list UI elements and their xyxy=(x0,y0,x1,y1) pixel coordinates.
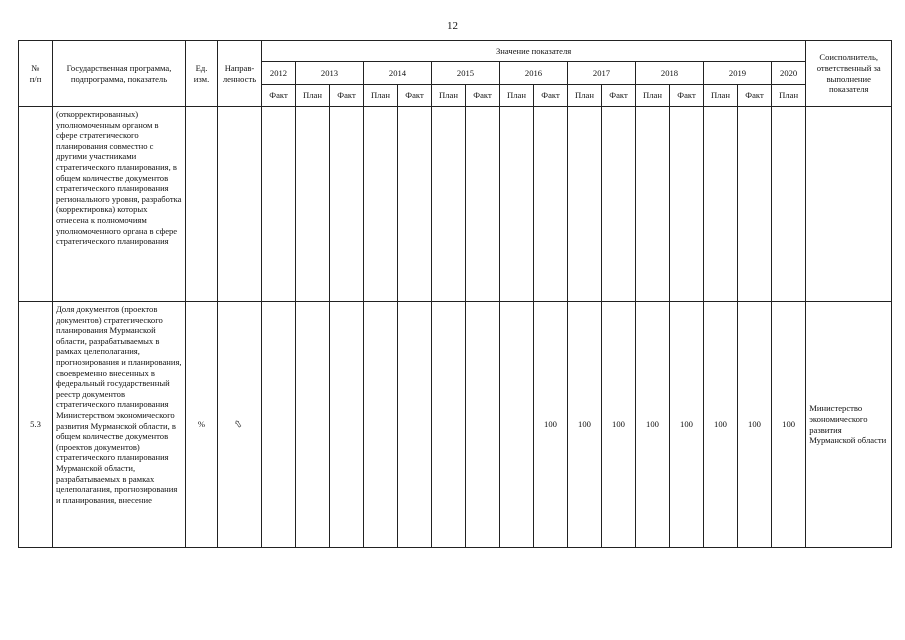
sub-header-cell: План xyxy=(636,85,670,107)
value-cell xyxy=(398,302,432,548)
value-cell: 100 xyxy=(704,302,738,548)
header-value-group: Значение показателя xyxy=(262,41,806,62)
sub-header-cell: Факт xyxy=(534,85,568,107)
value-cell xyxy=(636,107,670,302)
indicator-table xyxy=(18,40,892,548)
value-cell: 100 xyxy=(602,302,636,548)
row-unit xyxy=(186,107,218,302)
sub-header-cell: Факт xyxy=(738,85,772,107)
value-cell: 100 xyxy=(738,302,772,548)
row-executor: Министерство экономического развития Мурманской области xyxy=(806,302,892,548)
header-year-2017: 2017 xyxy=(568,62,636,85)
header-year-2013: 2013 xyxy=(296,62,364,85)
header-direction: Направ- ленность xyxy=(218,41,262,107)
value-cell xyxy=(262,107,296,302)
header-year-2019: 2019 xyxy=(704,62,772,85)
value-cell xyxy=(704,107,738,302)
sub-header-cell: Факт xyxy=(602,85,636,107)
header-year-2016: 2016 xyxy=(500,62,568,85)
value-cell xyxy=(738,107,772,302)
value-cell xyxy=(670,107,704,302)
sub-header-cell: Факт xyxy=(330,85,364,107)
value-cell xyxy=(432,107,466,302)
value-cell xyxy=(330,107,364,302)
row-unit: % xyxy=(186,302,218,548)
header-year-2015: 2015 xyxy=(432,62,500,85)
row-num xyxy=(19,107,53,302)
value-cell xyxy=(602,107,636,302)
sub-header-cell: План xyxy=(568,85,602,107)
value-cell xyxy=(772,107,806,302)
sub-header-cell: План xyxy=(364,85,398,107)
page-number: 12 xyxy=(447,20,458,32)
header-year-2020: 2020 xyxy=(772,62,806,85)
sub-header-cell: План xyxy=(432,85,466,107)
sub-header-cell: Факт xyxy=(466,85,500,107)
row-indicator-text: (откорректированных) уполномоченным органом в сфере стратегического планирования совместно с другими участниками стратегического планирования, в общем количестве документов стратегического планирования регионального уровня, разработка (корректировка) которых отнесена к полномочиям уполномоченного органа в сфере стратегического планирования xyxy=(53,107,186,302)
sub-header-cell: План xyxy=(500,85,534,107)
value-cell xyxy=(364,107,398,302)
sub-header-cell: Факт xyxy=(398,85,432,107)
value-cell: 100 xyxy=(772,302,806,548)
up-arrow-icon: ⇧ xyxy=(232,417,246,432)
value-cell xyxy=(534,107,568,302)
header-year-2014: 2014 xyxy=(364,62,432,85)
value-cell xyxy=(466,302,500,548)
sub-header-cell: План xyxy=(704,85,738,107)
header-year-2012: 2012 xyxy=(262,62,296,85)
value-cell: 100 xyxy=(670,302,704,548)
value-cell: 100 xyxy=(568,302,602,548)
row-indicator-text: Доля документов (проектов документов) стратегического планирования Мурманской области, разрабатываемых в рамках целеполагания, прогнозирования и планирования, своевременно внесенных в федеральный государственный реестр документов стратегического планирования Министерством экономического развития Мурманской области, в общем количестве документов (проектов документов) стратегического планирования Мурманской области, разрабатываемых в рамках целеполагания, прогнозирования и планирования, внесение xyxy=(53,302,186,548)
value-cell xyxy=(330,302,364,548)
header-num: № п/п xyxy=(19,41,53,107)
table-row xyxy=(19,107,892,302)
sub-header-cell: Факт xyxy=(262,85,296,107)
header-year-2018: 2018 xyxy=(636,62,704,85)
row-direction xyxy=(218,302,262,548)
value-cell xyxy=(568,107,602,302)
header-program: Государственная программа, подпрограмма, показатель xyxy=(53,41,186,107)
row-executor xyxy=(806,107,892,302)
value-cell xyxy=(296,107,330,302)
sub-header-cell: Факт xyxy=(670,85,704,107)
value-cell xyxy=(432,302,466,548)
sub-header-cell: План xyxy=(772,85,806,107)
value-cell: 100 xyxy=(636,302,670,548)
row-num: 5.3 xyxy=(19,302,53,548)
value-cell xyxy=(500,302,534,548)
value-cell xyxy=(500,107,534,302)
value-cell xyxy=(364,302,398,548)
header-executor: Соисполнитель, ответственный за выполнение показателя xyxy=(806,41,892,107)
value-cell xyxy=(466,107,500,302)
value-cell xyxy=(398,107,432,302)
value-cell xyxy=(296,302,330,548)
sub-header-cell: План xyxy=(296,85,330,107)
table-row xyxy=(19,302,892,548)
header-unit: Ед. изм. xyxy=(186,41,218,107)
value-cell xyxy=(262,302,296,548)
row-direction xyxy=(218,107,262,302)
value-cell: 100 xyxy=(534,302,568,548)
